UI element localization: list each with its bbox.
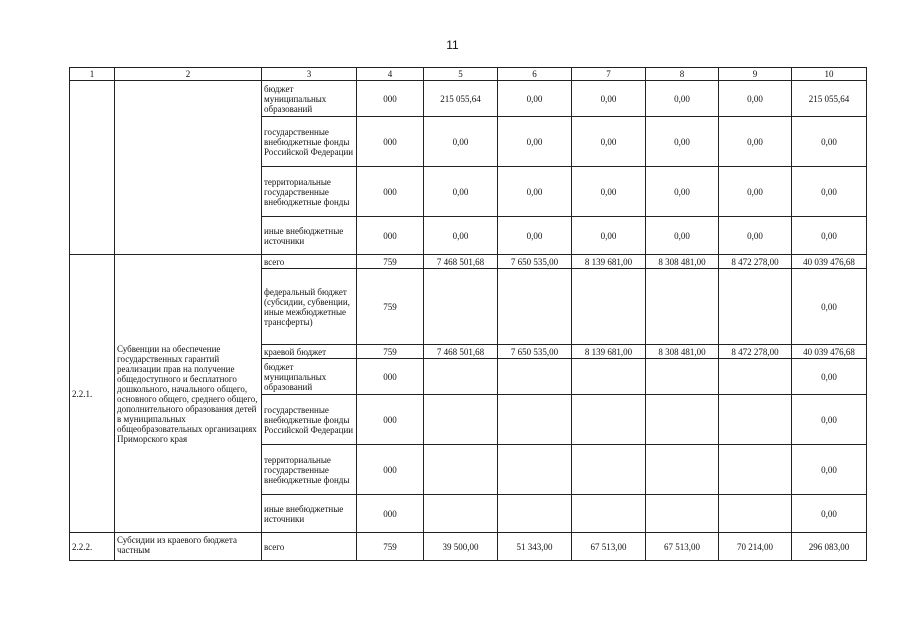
value-cell: [572, 359, 646, 395]
index-cell: 2.2.2.: [70, 533, 115, 561]
value-cell: 0,00: [719, 117, 792, 167]
code-cell: 000: [357, 495, 424, 533]
col-header: 6: [498, 68, 572, 81]
value-cell: 0,00: [572, 117, 646, 167]
code-cell: 759: [357, 345, 424, 359]
value-cell: [424, 445, 498, 495]
value-cell: [424, 395, 498, 445]
value-cell: [646, 269, 719, 345]
value-cell: [498, 269, 572, 345]
column-number-row: [70, 68, 867, 81]
code-cell: 000: [357, 167, 424, 217]
value-cell: 0,00: [572, 81, 646, 117]
value-cell: 0,00: [572, 217, 646, 255]
value-cell: 0,00: [424, 117, 498, 167]
value-cell: [498, 445, 572, 495]
code-cell: 000: [357, 217, 424, 255]
budget-table: [69, 67, 867, 561]
value-cell: [719, 495, 792, 533]
value-cell: [646, 495, 719, 533]
value-cell: [646, 445, 719, 495]
table-row: [70, 533, 867, 561]
value-cell: [424, 359, 498, 395]
code-cell: 000: [357, 395, 424, 445]
value-cell: 0,00: [646, 117, 719, 167]
value-cell: [646, 395, 719, 445]
value-cell: 0,00: [424, 217, 498, 255]
value-cell: 0,00: [646, 81, 719, 117]
total-cell: 40 039 476,68: [792, 255, 867, 269]
name-cell: Субвенции на обеспечение государственных гарантий реализации прав на получение общедоступного и бесплатного дошкольного, начального общего, основного общего, среднего общего, дополнительного образования детей в муниципальных общеобразовательных организациях Приморского края: [115, 255, 262, 533]
value-cell: [498, 359, 572, 395]
name-cell: Субсидии из краевого бюджета частным: [115, 533, 262, 561]
total-cell: 0,00: [792, 167, 867, 217]
value-cell: 8 139 681,00: [572, 255, 646, 269]
total-cell: 0,00: [792, 495, 867, 533]
table-row: [70, 255, 867, 269]
value-cell: 51 343,00: [498, 533, 572, 561]
source-cell: территориальные государственные внебюджетные фонды: [262, 167, 357, 217]
index-cell: 2.2.1.: [70, 255, 115, 533]
value-cell: 0,00: [719, 217, 792, 255]
value-cell: 0,00: [498, 81, 572, 117]
value-cell: 0,00: [646, 217, 719, 255]
col-header: 5: [424, 68, 498, 81]
value-cell: 0,00: [572, 167, 646, 217]
index-cell: [70, 81, 115, 255]
value-cell: 0,00: [719, 167, 792, 217]
code-cell: 759: [357, 533, 424, 561]
value-cell: 8 308 481,00: [646, 255, 719, 269]
name-cell: [115, 81, 262, 255]
source-cell: всего: [262, 255, 357, 269]
col-header: 10: [792, 68, 867, 81]
value-cell: 7 468 501,68: [424, 255, 498, 269]
code-cell: 000: [357, 445, 424, 495]
value-cell: [646, 359, 719, 395]
value-cell: 8 139 681,00: [572, 345, 646, 359]
value-cell: [572, 445, 646, 495]
source-cell: всего: [262, 533, 357, 561]
source-cell: бюджет муниципальных образований: [262, 359, 357, 395]
code-cell: 000: [357, 117, 424, 167]
source-cell: территориальные государственные внебюджетные фонды: [262, 445, 357, 495]
total-cell: 0,00: [792, 395, 867, 445]
value-cell: [424, 269, 498, 345]
value-cell: [498, 395, 572, 445]
code-cell: 000: [357, 359, 424, 395]
value-cell: 8 472 278,00: [719, 345, 792, 359]
value-cell: [424, 495, 498, 533]
col-header: 8: [646, 68, 719, 81]
value-cell: [572, 495, 646, 533]
value-cell: 0,00: [424, 167, 498, 217]
col-header: 3: [262, 68, 357, 81]
source-cell: бюджет муниципальных образований: [262, 81, 357, 117]
value-cell: 215 055,64: [424, 81, 498, 117]
value-cell: 0,00: [498, 217, 572, 255]
source-cell: государственные внебюджетные фонды Российской Федерации: [262, 395, 357, 445]
col-header: 7: [572, 68, 646, 81]
table-row: [70, 81, 867, 117]
total-cell: 215 055,64: [792, 81, 867, 117]
total-cell: 296 083,00: [792, 533, 867, 561]
value-cell: 0,00: [498, 117, 572, 167]
value-cell: 8 308 481,00: [646, 345, 719, 359]
total-cell: 0,00: [792, 269, 867, 345]
value-cell: 8 472 278,00: [719, 255, 792, 269]
source-cell: иные внебюджетные источники: [262, 217, 357, 255]
value-cell: [572, 269, 646, 345]
value-cell: 7 468 501,68: [424, 345, 498, 359]
value-cell: 67 513,00: [646, 533, 719, 561]
source-cell: государственные внебюджетные фонды Российской Федерации: [262, 117, 357, 167]
value-cell: [719, 445, 792, 495]
value-cell: 70 214,00: [719, 533, 792, 561]
value-cell: 67 513,00: [572, 533, 646, 561]
value-cell: 0,00: [719, 81, 792, 117]
col-header: 9: [719, 68, 792, 81]
total-cell: 0,00: [792, 359, 867, 395]
total-cell: 0,00: [792, 117, 867, 167]
value-cell: 39 500,00: [424, 533, 498, 561]
value-cell: [498, 495, 572, 533]
value-cell: 7 650 535,00: [498, 255, 572, 269]
source-cell: краевой бюджет: [262, 345, 357, 359]
code-cell: 759: [357, 269, 424, 345]
value-cell: 0,00: [646, 167, 719, 217]
value-cell: [572, 395, 646, 445]
col-header: 1: [70, 68, 115, 81]
code-cell: 759: [357, 255, 424, 269]
source-cell: федеральный бюджет (субсидии, субвенции, иные межбюджетные трансферты): [262, 269, 357, 345]
value-cell: [719, 395, 792, 445]
value-cell: [719, 269, 792, 345]
page-number: 11: [446, 38, 459, 52]
col-header: 4: [357, 68, 424, 81]
value-cell: 0,00: [498, 167, 572, 217]
value-cell: [719, 359, 792, 395]
value-cell: 7 650 535,00: [498, 345, 572, 359]
total-cell: 0,00: [792, 217, 867, 255]
col-header: 2: [115, 68, 262, 81]
code-cell: 000: [357, 81, 424, 117]
total-cell: 0,00: [792, 445, 867, 495]
source-cell: иные внебюджетные источники: [262, 495, 357, 533]
total-cell: 40 039 476,68: [792, 345, 867, 359]
